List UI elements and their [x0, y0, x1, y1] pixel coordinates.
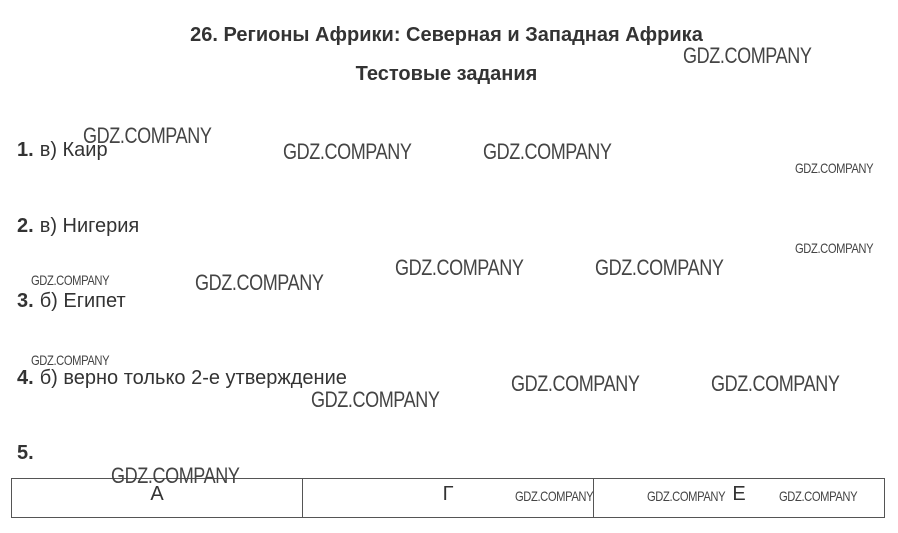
watermark: GDZ.COMPANY [483, 139, 612, 164]
answer-text: б) Египет [39, 290, 126, 312]
table-cell: Г [303, 479, 594, 518]
watermark: GDZ.COMPANY [683, 43, 812, 68]
watermark: GDZ.COMPANY [647, 488, 726, 504]
watermark: GDZ.COMPANY [31, 352, 110, 368]
answer-item [17, 215, 139, 238]
table-cell: Е [594, 479, 885, 518]
watermark: GDZ.COMPANY [311, 387, 440, 412]
page-subtitle: Тестовые задания [355, 63, 538, 85]
answer-number: 2. [17, 215, 34, 237]
answer-text: в) Нигерия [39, 215, 140, 237]
watermark: GDZ.COMPANY [711, 371, 840, 396]
table-cell: А [12, 479, 303, 518]
watermark: GDZ.COMPANY [111, 463, 240, 488]
watermark: GDZ.COMPANY [795, 160, 874, 176]
answer-item [17, 290, 126, 313]
watermark: GDZ.COMPANY [795, 240, 874, 256]
answer-item [17, 442, 40, 465]
watermark: GDZ.COMPANY [595, 255, 724, 280]
watermark: GDZ.COMPANY [515, 488, 594, 504]
watermark: GDZ.COMPANY [511, 371, 640, 396]
watermark: GDZ.COMPANY [195, 270, 324, 295]
answer-text: в) Каир [39, 139, 108, 161]
answer-number: 1. [17, 139, 34, 161]
answer-text: б) верно только 2-е утверждение [39, 367, 347, 389]
watermark: GDZ.COMPANY [395, 255, 524, 280]
answer-number: 3. [17, 290, 34, 312]
page-title: 26. Регионы Африки: Северная и Западная Африка [190, 24, 703, 46]
watermark: GDZ.COMPANY [31, 272, 110, 288]
watermark: GDZ.COMPANY [779, 488, 858, 504]
answer-number: 4. [17, 367, 34, 389]
answer-number: 5. [17, 442, 34, 464]
watermark: GDZ.COMPANY [283, 139, 412, 164]
watermark: GDZ.COMPANY [83, 123, 212, 148]
answer-item [17, 367, 347, 390]
